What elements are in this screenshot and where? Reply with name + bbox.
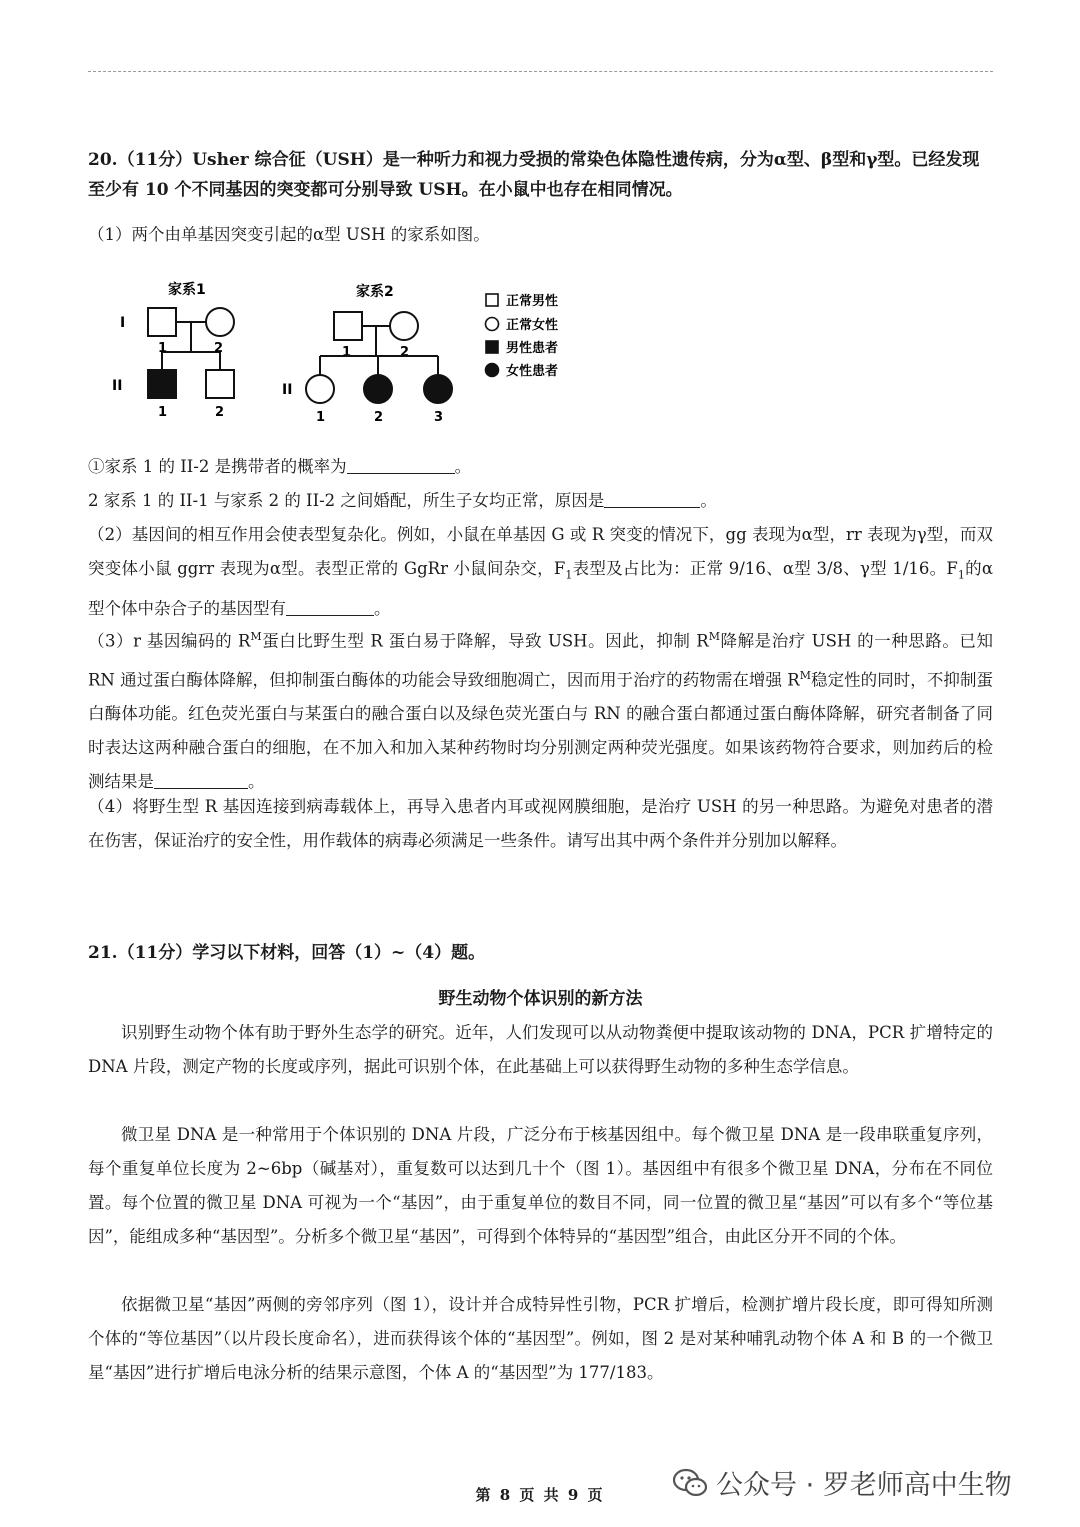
- f1-II2-normal-male: [206, 370, 234, 398]
- f2-II2-number: 2: [374, 410, 384, 425]
- f2-II3-number: 3: [434, 410, 444, 425]
- f1-II2-number: 2: [215, 405, 225, 420]
- f2-I2-normal-female: [390, 312, 418, 340]
- legend-affected-male-symbol: [486, 341, 498, 353]
- watermark-text: 公众号 · 罗老师高中生物: [716, 1470, 1012, 1501]
- f2-II1-number: 1: [316, 410, 326, 425]
- family2-label: 家系2: [356, 284, 394, 300]
- answer-blank[interactable]: [154, 772, 248, 790]
- family1-gen2-label: II: [112, 378, 123, 394]
- question-20-part3: （3）r 基因编码的 $R^M$蛋白比野生型 R 蛋白易于降解，导致 USH。因此，抑制 $R^M$降解是治疗 USH 的一种思路。已知 RN 通过蛋白酶体降解，但抑制蛋白酶体的功能会导致细胞凋亡，因而用于治疗的药物需在增强 $R^M$稳定性的同时，不抑制蛋白酶体功能。红色荧光蛋白与某蛋白的融合蛋白以及绿色荧光蛋白与 RN 的融合蛋白都通过蛋白酶体降解，研究者制备了同时表达这两种融合蛋白的细胞，在不加入和加入某种药物时均分别测定两种荧光强度。如果该药物符合要求，则加药后的检测结果是 。: [88, 630, 993, 791]
- legend-normal-female-symbol: [486, 318, 499, 331]
- answer-blank[interactable]: [347, 457, 455, 475]
- page-number: 第 8 页 共 9 页: [475, 1486, 605, 1504]
- question-20-part1-a: ①家系 1 的 II-2 是携带者的概率为 。: [88, 457, 472, 476]
- question-20-part2: （2）基因间的相互作用会使表型复杂化。例如，小鼠在单基因 G 或 R 突变的情况下，gg 表现为α型，rr 表现为γ型，而双突变体小鼠 ggrr 表现为α型。表型正常的 GgRr 小鼠间杂交，$F_1$表型及占比为：正常 9/16、α型 3/8、γ型 1/16。$F_1$的α型个体中杂合子的基因型有 。: [88, 525, 993, 619]
- f2-II1-normal-female: [306, 375, 334, 403]
- legend-normal-male-label: 正常男性: [506, 294, 559, 309]
- legend-normal-female-label: 正常女性: [506, 318, 559, 333]
- family1-gen1-label: I: [120, 315, 126, 331]
- pedigree-diagram: [98, 272, 588, 432]
- question-21-title: 21.（11分）学习以下材料，回答（1）~（4）题。: [88, 943, 486, 963]
- f1-I2-normal-female: [206, 308, 234, 336]
- question-20-part4: （4）将野生型 R 基因连接到病毒载体上，再导入患者内耳或视网膜细胞，是治疗 USH 的另一种思路。为避免对患者的潜在伤害，保证治疗的安全性，用作载体的病毒必须满足一些条件。请写出其中两个条件并分别加以解释。: [88, 797, 993, 850]
- legend-affected-female-symbol: [486, 364, 499, 377]
- answer-blank[interactable]: [286, 599, 374, 617]
- f1-I1-number: 1: [158, 341, 168, 356]
- article-paragraph-3: 依据微卫星“基因”两侧的旁邻序列（图 1），设计并合成特异性引物，PCR 扩增后，检测扩增片段长度，即可得知所测个体的“等位基因”（以片段长度命名），进而获得该个体的“基因型”。例如，图 2 是对某种哺乳动物个体 A 和 B 的一个微卫星“基因”进行扩增后电泳分析的结果示意图，个体 A 的“基因型”为 177/183。: [88, 1295, 993, 1382]
- f2-I1-number: 1: [342, 345, 352, 360]
- header-divider: [88, 71, 993, 72]
- article-paragraph-1: 识别野生动物个体有助于野外生态学的研究。近年，人们发现可以从动物粪便中提取该动物的 DNA，PCR 扩增特定的 DNA 片段，测定产物的长度或序列，据此可识别个体，在此基础上可以获得野生动物的多种生态学信息。: [88, 1023, 993, 1076]
- wechat-icon: [672, 1467, 708, 1499]
- question-20-part1-b: 2 家系 1 的 II-1 与家系 2 的 II-2 之间婚配，所生子女均正常，原因是 。: [88, 491, 717, 510]
- f2-I1-normal-male: [334, 312, 362, 340]
- question-20-title: 20.（11分）Usher 综合征（USH）是一种听力和视力受损的常染色体隐性遗传病，分为α型、β型和γ型。已经发现至少有 10 个不同基因的突变都可分别导致 USH。在小鼠中也存在相同情况。: [88, 150, 980, 200]
- family2-gen2-label: II: [282, 382, 293, 398]
- f2-II3-affected-female: [424, 375, 452, 403]
- watermark: [672, 1463, 1012, 1502]
- f1-I1-normal-male: [148, 308, 176, 336]
- legend-affected-female-label: 女性患者: [506, 364, 559, 379]
- f1-II1-number: 1: [158, 405, 168, 420]
- f1-II1-affected-male: [148, 370, 176, 398]
- f2-I2-number: 2: [400, 345, 410, 360]
- family1-label: 家系1: [168, 282, 206, 298]
- f2-II2-affected-female: [364, 375, 392, 403]
- legend-affected-male-label: 男性患者: [506, 341, 559, 356]
- article-paragraph-2: 微卫星 DNA 是一种常用于个体识别的 DNA 片段，广泛分布于核基因组中。每个微卫星 DNA 是一段串联重复序列，每个重复单位长度为 2~6bp（碱基对），重复数可以达到几十个（图 1）。基因组中有很多个微卫星 DNA，分布在不同位置。每个位置的微卫星 DNA 可视为一个“基因”，由于重复单位的数目不同，同一位置的微卫星“基因”可以有多个“等位基因”，能组成多种“基因型”。分析多个微卫星“基因”，可得到个体特异的“基因型”组合，由此区分开不同的个体。: [88, 1125, 993, 1246]
- legend-normal-male-symbol: [486, 294, 498, 306]
- article-title: 野生动物个体识别的新方法: [438, 989, 643, 1009]
- answer-blank[interactable]: [604, 491, 700, 509]
- question-20-part1-intro: （1）两个由单基因突变引起的α型 USH 的家系如图。: [88, 225, 490, 244]
- f1-I2-number: 2: [214, 341, 224, 356]
